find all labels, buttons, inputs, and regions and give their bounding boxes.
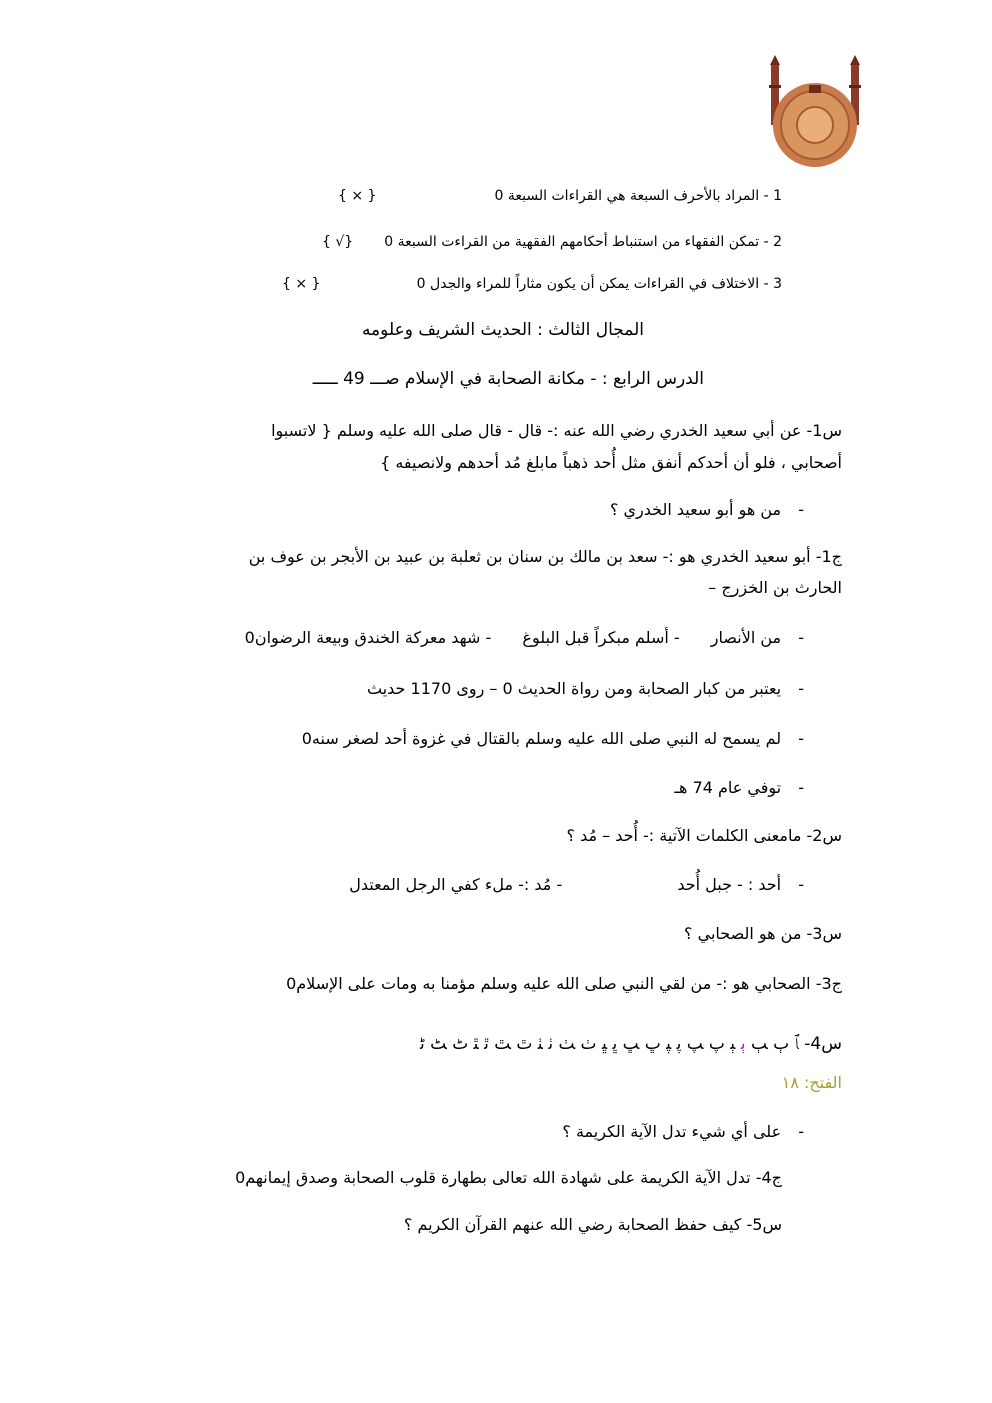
a3-text: ج3- الصحابي هو :- من لقي النبي صلى الله عليه وسلم مؤمنا به ومات على الإسلام0	[286, 974, 842, 993]
a1-point-2-text: يعتبر من كبار الصحابة ومن رواة الحديث 0 – روى 1170 حديث	[366, 679, 782, 698]
a1-point-2	[367, 679, 804, 698]
a1-point-1-a: من الأنصار	[710, 628, 782, 647]
q4-line	[420, 1034, 842, 1054]
bullet: -	[798, 628, 804, 647]
q4-reference: الفتح: ١٨	[781, 1073, 842, 1092]
q4-prefix: س4-	[804, 1034, 842, 1054]
a1-point-3-text: لم يسمح له النبي صلى الله عليه وسلم بالقتال في غزوة أحد لصغر سنه0	[301, 729, 782, 748]
q4-glyphs-c: ﭕ ﭖ ﭗ ﭘ ﭙ ﭚ ﭛ ﭜ ﭝ ﭞ ﭟ ﭠ ﭡ ﭢ ﭣ ﭤ ﭥ ﭦ ﭧ ﭨ	[419, 1034, 736, 1054]
q2-def1: أحد : - جبل أُحد	[677, 875, 782, 894]
statement-3: 3 - الاختلاف في القراءات يمكن أن يكون مثاراً للمراء والجدل 0	[416, 276, 782, 292]
a1-point-1	[245, 628, 804, 647]
q5-text: س5- كيف حفظ الصحابة رضي الله عنهم القرآن الكريم ؟	[403, 1215, 782, 1234]
lesson-title: الدرس الرابع : - مكانة الصحابة في الإسلام صـــ 49 ـــــ	[312, 369, 704, 389]
a1-point-3	[302, 729, 804, 748]
bullet: -	[798, 500, 804, 519]
a1-line2: الحارث بن الخزرج –	[708, 578, 842, 597]
q1-line2: أصحابي ، فلو أن أحدكم أنفق مثل أُحد ذهباً مابلغ مُد أحدهم ولانصيفه }	[380, 453, 842, 472]
statement-2-mark: { √}	[322, 234, 354, 250]
statement-1: 1 - المراد بالأحرف السبعة هي القراءات السبعة 0	[494, 188, 782, 204]
mosque-emblem-icon	[765, 55, 865, 170]
q4-sub	[562, 1122, 804, 1141]
statement-1-mark: { × }	[338, 188, 377, 204]
q1-line1: س1- عن أبي سعيد الخدري رضي الله عنه :- قال - قال صلى الله عليه وسلم { لاتسبوا	[271, 421, 842, 440]
q3-text: س3- من هو الصحابي ؟	[684, 924, 842, 943]
q1-sub-text: من هو أبو سعيد الخدري ؟	[609, 500, 782, 519]
section-title: المجال الثالث : الحديث الشريف وعلومه	[361, 320, 644, 340]
q1-sub	[610, 500, 804, 519]
bullet: -	[798, 778, 804, 797]
q4-sub-text: على أي شيء تدل الآية الكريمة ؟	[562, 1122, 782, 1141]
q2-text: س2- مامعنى الكلمات الآتية :- أُحد – مُد ؟	[566, 826, 842, 845]
q2-def2: - مُد :- ملء كفي الرجل المعتدل	[349, 875, 563, 894]
bullet: -	[798, 679, 804, 698]
q4-glyphs-b: ﭔ	[740, 1034, 746, 1054]
bullet: -	[798, 729, 804, 748]
bullet: -	[798, 1122, 804, 1141]
statement-3-mark: { × }	[282, 276, 321, 292]
bullet: -	[798, 875, 804, 894]
a1-point-4-text: توفي عام 74 هـ	[674, 778, 782, 797]
a1-point-1-c: - شهد معركة الخندق وبيعة الرضوان0	[244, 628, 492, 647]
q4-glyphs-a: ﭑ ﭒ ﭓ	[750, 1034, 799, 1054]
a4-text: ج4- تدل الآية الكريمة على شهادة الله تعالى بطهارة قلوب الصحابة وصدق إيمانهم0	[235, 1168, 782, 1187]
a1-point-4	[674, 778, 804, 797]
q2-definitions	[349, 875, 804, 894]
a1-point-1-b: - أسلم مبكراً قبل البلوغ	[522, 628, 680, 647]
a1-line1: ج1- أبو سعيد الخدري هو :- سعد بن مالك بن سنان بن ثعلبة بن عبيد بن الأبجر بن عوف بن	[248, 547, 842, 566]
statement-2: 2 - تمكن الفقهاء من استنباط أحكامهم الفقهية من القراءت السبعة 0	[384, 234, 782, 250]
